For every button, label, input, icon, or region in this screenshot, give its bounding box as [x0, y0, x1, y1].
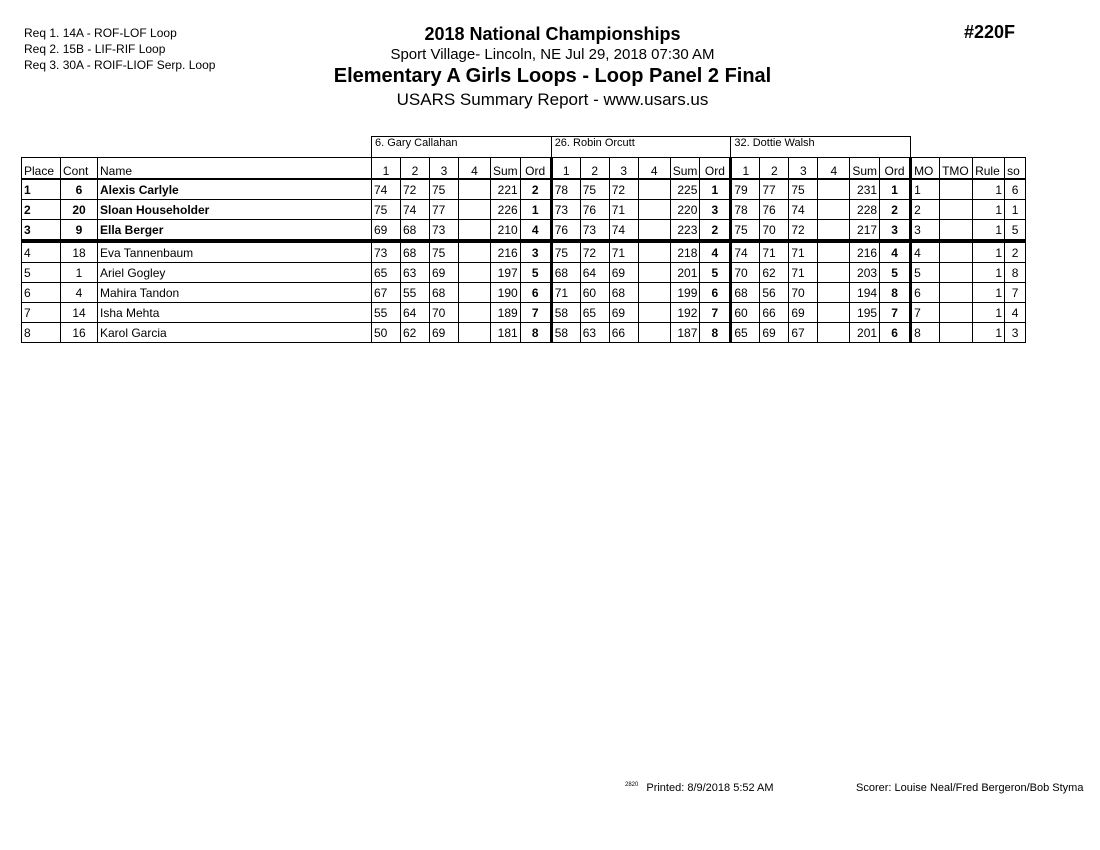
col-header-tmo: TMO	[940, 158, 973, 180]
cell-rule: 1	[973, 179, 1005, 200]
cell-mark: 58	[551, 323, 580, 343]
cell-sum: 201	[850, 323, 880, 343]
cell-ord: 7	[880, 303, 911, 323]
cell-rule: 1	[973, 283, 1005, 303]
cell-mark: 72	[580, 241, 609, 263]
cell-mark: 69	[609, 303, 638, 323]
cell-mark: 69	[760, 323, 789, 343]
cell-mark: 77	[430, 200, 459, 220]
cell-mark: 62	[760, 263, 789, 283]
cell-name: Ella Berger	[98, 220, 372, 242]
cell-mark	[638, 303, 670, 323]
table-row	[22, 200, 1026, 220]
cell-sum: 197	[491, 263, 521, 283]
cell-mark	[818, 179, 850, 200]
cell-ord: 3	[520, 241, 551, 263]
cell-mark: 77	[760, 179, 789, 200]
printed-timestamp	[625, 782, 774, 794]
col-header-mark: 2	[760, 158, 789, 180]
cell-mo: 7	[911, 303, 940, 323]
col-header-sum: Sum	[491, 158, 521, 180]
cell-mo: 4	[911, 241, 940, 263]
table-row	[22, 303, 1026, 323]
cell-mark: 68	[609, 283, 638, 303]
cell-mark: 67	[789, 323, 818, 343]
cell-mark: 74	[401, 200, 430, 220]
requirement-2: Req 2. 15B - LIF-RIF Loop	[24, 42, 166, 56]
cell-ord: 1	[880, 179, 911, 200]
cell-cont: 14	[61, 303, 98, 323]
col-header-sum: Sum	[670, 158, 700, 180]
cell-ord: 8	[880, 283, 911, 303]
cell-mark: 76	[551, 220, 580, 242]
cell-mark: 74	[789, 200, 818, 220]
printed-text: Printed: 8/9/2018 5:52 AM	[646, 782, 774, 794]
cell-mark: 65	[580, 303, 609, 323]
cell-mo: 1	[911, 179, 940, 200]
cell-ord: 4	[520, 220, 551, 242]
cell-mark: 60	[580, 283, 609, 303]
cell-mark: 78	[731, 200, 760, 220]
cell-ord: 2	[700, 220, 731, 242]
cell-cont: 16	[61, 323, 98, 343]
requirement-3: Req 3. 30A - ROIF-LIOF Serp. Loop	[24, 58, 216, 72]
cell-mark: 71	[609, 200, 638, 220]
requirements-list	[24, 25, 215, 73]
cell-ord: 5	[880, 263, 911, 283]
cell-sum: 225	[670, 179, 700, 200]
cell-mark	[638, 200, 670, 220]
cell-sum: 192	[670, 303, 700, 323]
cell-mark	[638, 241, 670, 263]
cell-tmo	[940, 323, 973, 343]
cell-mark: 69	[609, 263, 638, 283]
cell-sum: 210	[491, 220, 521, 242]
cell-mark: 66	[609, 323, 638, 343]
cell-mark: 72	[401, 179, 430, 200]
event-number: #220F	[964, 22, 1016, 42]
cell-mark	[459, 220, 491, 242]
cell-mark: 66	[760, 303, 789, 323]
cell-mo: 6	[911, 283, 940, 303]
cell-mark: 70	[760, 220, 789, 242]
cell-mark: 64	[580, 263, 609, 283]
cell-mark	[459, 241, 491, 263]
cell-sum: 194	[850, 283, 880, 303]
cell-sum: 223	[670, 220, 700, 242]
requirement-1: Req 1. 14A - ROF-LOF Loop	[24, 26, 177, 40]
cell-sum: 226	[491, 200, 521, 220]
cell-sum: 199	[670, 283, 700, 303]
venue-date: Sport Village- Lincoln, NE Jul 29, 2018 07:30 AM	[390, 46, 715, 63]
cell-ord: 1	[520, 200, 551, 220]
cell-tmo	[940, 283, 973, 303]
cell-mark	[459, 200, 491, 220]
cell-so: 4	[1005, 303, 1026, 323]
scorer-list: Scorer: Louise Neal/Fred Bergeron/Bob Styma	[856, 782, 1084, 794]
cell-rule: 1	[973, 303, 1005, 323]
cell-cont: 9	[61, 220, 98, 242]
cell-ord: 7	[700, 303, 731, 323]
cell-cont: 4	[61, 283, 98, 303]
table-row	[22, 323, 1026, 343]
cell-mo: 3	[911, 220, 940, 242]
cell-mark: 58	[551, 303, 580, 323]
cell-rule: 1	[973, 263, 1005, 283]
cell-sum: 181	[491, 323, 521, 343]
cell-mo: 2	[911, 200, 940, 220]
cell-mark	[818, 241, 850, 263]
report-code: 2820	[625, 782, 639, 788]
cell-mark: 69	[789, 303, 818, 323]
cell-so: 3	[1005, 323, 1026, 343]
cell-mark	[818, 303, 850, 323]
report-subtitle: USARS Summary Report - www.usars.us	[396, 90, 709, 109]
judge-header: 26. Robin Orcutt	[551, 137, 731, 158]
cell-place: 3	[22, 220, 61, 242]
cell-sum: 203	[850, 263, 880, 283]
cell-sum: 187	[670, 323, 700, 343]
cell-place: 7	[22, 303, 61, 323]
cell-mark	[459, 283, 491, 303]
cell-mark: 75	[551, 241, 580, 263]
cell-mark: 69	[430, 263, 459, 283]
cell-sum: 217	[850, 220, 880, 242]
cell-mark: 76	[760, 200, 789, 220]
cell-ord: 4	[880, 241, 911, 263]
cell-mark: 75	[731, 220, 760, 242]
cell-mark	[459, 323, 491, 343]
cell-tmo	[940, 303, 973, 323]
cell-mark: 65	[372, 263, 401, 283]
cell-mark: 68	[401, 220, 430, 242]
cell-ord: 3	[700, 200, 731, 220]
col-header-rule: Rule	[973, 158, 1005, 180]
cell-ord: 6	[880, 323, 911, 343]
cell-mark	[638, 179, 670, 200]
cell-ord: 8	[520, 323, 551, 343]
col-header-ord: Ord	[880, 158, 911, 180]
cell-place: 2	[22, 200, 61, 220]
cell-rule: 1	[973, 200, 1005, 220]
cell-mark: 71	[789, 241, 818, 263]
cell-name: Ariel Gogley	[98, 263, 372, 283]
cell-mark: 62	[401, 323, 430, 343]
cell-mark: 70	[430, 303, 459, 323]
cell-mark: 73	[430, 220, 459, 242]
col-header-mark: 3	[609, 158, 638, 180]
cell-ord: 5	[700, 263, 731, 283]
cell-sum: 231	[850, 179, 880, 200]
cell-mark: 63	[401, 263, 430, 283]
cell-mark: 76	[580, 200, 609, 220]
cell-sum: 195	[850, 303, 880, 323]
cell-rule: 1	[973, 241, 1005, 263]
col-header-mark: 1	[372, 158, 401, 180]
cell-ord: 3	[880, 220, 911, 242]
cell-mark	[818, 283, 850, 303]
cell-sum: 216	[491, 241, 521, 263]
cell-ord: 5	[520, 263, 551, 283]
cell-mark: 69	[372, 220, 401, 242]
cell-mark: 60	[731, 303, 760, 323]
cell-mark	[818, 220, 850, 242]
cell-so: 8	[1005, 263, 1026, 283]
col-header-mark: 3	[789, 158, 818, 180]
cell-sum: 220	[670, 200, 700, 220]
cell-sum: 218	[670, 241, 700, 263]
cell-mark: 68	[731, 283, 760, 303]
cell-mark: 75	[430, 241, 459, 263]
cell-sum: 221	[491, 179, 521, 200]
cell-sum: 216	[850, 241, 880, 263]
cell-mark: 56	[760, 283, 789, 303]
cell-so: 5	[1005, 220, 1026, 242]
cell-mark: 74	[731, 241, 760, 263]
cell-sum: 228	[850, 200, 880, 220]
cell-place: 8	[22, 323, 61, 343]
cell-name: Sloan Householder	[98, 200, 372, 220]
cell-ord: 4	[700, 241, 731, 263]
cell-mark: 67	[372, 283, 401, 303]
cell-mark	[638, 220, 670, 242]
cell-mark: 64	[401, 303, 430, 323]
cell-ord: 7	[520, 303, 551, 323]
cell-mark: 79	[731, 179, 760, 200]
cell-mark: 71	[551, 283, 580, 303]
col-header-mark: 2	[580, 158, 609, 180]
table-row	[22, 220, 1026, 242]
cell-mark: 50	[372, 323, 401, 343]
cell-mark	[818, 263, 850, 283]
cell-place: 6	[22, 283, 61, 303]
cell-tmo	[940, 220, 973, 242]
cell-mark: 68	[551, 263, 580, 283]
cell-sum: 190	[491, 283, 521, 303]
cell-mark: 73	[580, 220, 609, 242]
cell-mark: 71	[760, 241, 789, 263]
cell-mo: 5	[911, 263, 940, 283]
cell-mark	[818, 323, 850, 343]
cell-name: Isha Mehta	[98, 303, 372, 323]
col-header-mark: 4	[818, 158, 850, 180]
cell-mark	[459, 263, 491, 283]
cell-mark: 71	[609, 241, 638, 263]
cell-cont: 18	[61, 241, 98, 263]
cell-mark: 74	[372, 179, 401, 200]
col-header-sum: Sum	[850, 158, 880, 180]
cell-mark: 55	[372, 303, 401, 323]
results-table	[21, 136, 1026, 343]
cell-name: Alexis Carlyle	[98, 179, 372, 200]
col-header-mark: 4	[638, 158, 670, 180]
cell-mark	[638, 263, 670, 283]
cell-mark: 73	[372, 241, 401, 263]
col-header-mark: 4	[459, 158, 491, 180]
cell-tmo	[940, 200, 973, 220]
cell-ord: 8	[700, 323, 731, 343]
cell-ord: 6	[520, 283, 551, 303]
judge-header: 6. Gary Callahan	[372, 137, 552, 158]
cell-mark: 75	[580, 179, 609, 200]
cell-name: Eva Tannenbaum	[98, 241, 372, 263]
col-header-mark: 2	[401, 158, 430, 180]
cell-ord: 2	[880, 200, 911, 220]
cell-ord: 2	[520, 179, 551, 200]
cell-so: 7	[1005, 283, 1026, 303]
cell-rule: 1	[973, 220, 1005, 242]
cell-sum: 189	[491, 303, 521, 323]
col-header-name: Name	[98, 158, 372, 180]
cell-sum: 201	[670, 263, 700, 283]
col-header-place: Place	[22, 158, 61, 180]
cell-mark: 68	[401, 241, 430, 263]
cell-mark: 65	[731, 323, 760, 343]
cell-mark: 70	[731, 263, 760, 283]
col-header-ord: Ord	[520, 158, 551, 180]
col-header-so: so	[1005, 158, 1026, 180]
cell-mark: 75	[430, 179, 459, 200]
cell-name: Mahira Tandon	[98, 283, 372, 303]
cell-mark	[459, 303, 491, 323]
cell-place: 5	[22, 263, 61, 283]
cell-cont: 20	[61, 200, 98, 220]
cell-mark: 74	[609, 220, 638, 242]
cell-mark	[459, 179, 491, 200]
report-header	[300, 22, 805, 111]
cell-rule: 1	[973, 323, 1005, 343]
cell-mark: 73	[551, 200, 580, 220]
col-header-mark: 3	[430, 158, 459, 180]
cell-ord: 6	[700, 283, 731, 303]
cell-so: 2	[1005, 241, 1026, 263]
col-header-mark: 1	[731, 158, 760, 180]
cell-name: Karol Garcia	[98, 323, 372, 343]
cell-mark: 70	[789, 283, 818, 303]
judge-header: 32. Dottie Walsh	[731, 137, 911, 158]
cell-mark: 68	[430, 283, 459, 303]
cell-place: 4	[22, 241, 61, 263]
event-title: Elementary A Girls Loops - Loop Panel 2 Final	[333, 65, 772, 87]
cell-tmo	[940, 241, 973, 263]
table-row	[22, 283, 1026, 303]
cell-mark: 72	[789, 220, 818, 242]
cell-mark	[818, 200, 850, 220]
col-header-mark: 1	[551, 158, 580, 180]
col-header-cont: Cont	[61, 158, 98, 180]
cell-ord: 1	[700, 179, 731, 200]
cell-mark	[638, 283, 670, 303]
cell-place: 1	[22, 179, 61, 200]
table-row	[22, 263, 1026, 283]
cell-so: 1	[1005, 200, 1026, 220]
cell-mark: 75	[372, 200, 401, 220]
cell-mo: 8	[911, 323, 940, 343]
cell-mark	[638, 323, 670, 343]
table-row	[22, 241, 1026, 263]
cell-cont: 1	[61, 263, 98, 283]
cell-mark: 55	[401, 283, 430, 303]
table-row	[22, 179, 1026, 200]
cell-mark: 72	[609, 179, 638, 200]
cell-cont: 6	[61, 179, 98, 200]
col-header-mo: MO	[911, 158, 940, 180]
cell-mark: 71	[789, 263, 818, 283]
championship-title: 2018 National Championships	[424, 24, 681, 44]
col-header-ord: Ord	[700, 158, 731, 180]
cell-mark: 69	[430, 323, 459, 343]
cell-mark: 63	[580, 323, 609, 343]
cell-tmo	[940, 179, 973, 200]
cell-mark: 78	[551, 179, 580, 200]
cell-so: 6	[1005, 179, 1026, 200]
cell-tmo	[940, 263, 973, 283]
cell-mark: 75	[789, 179, 818, 200]
